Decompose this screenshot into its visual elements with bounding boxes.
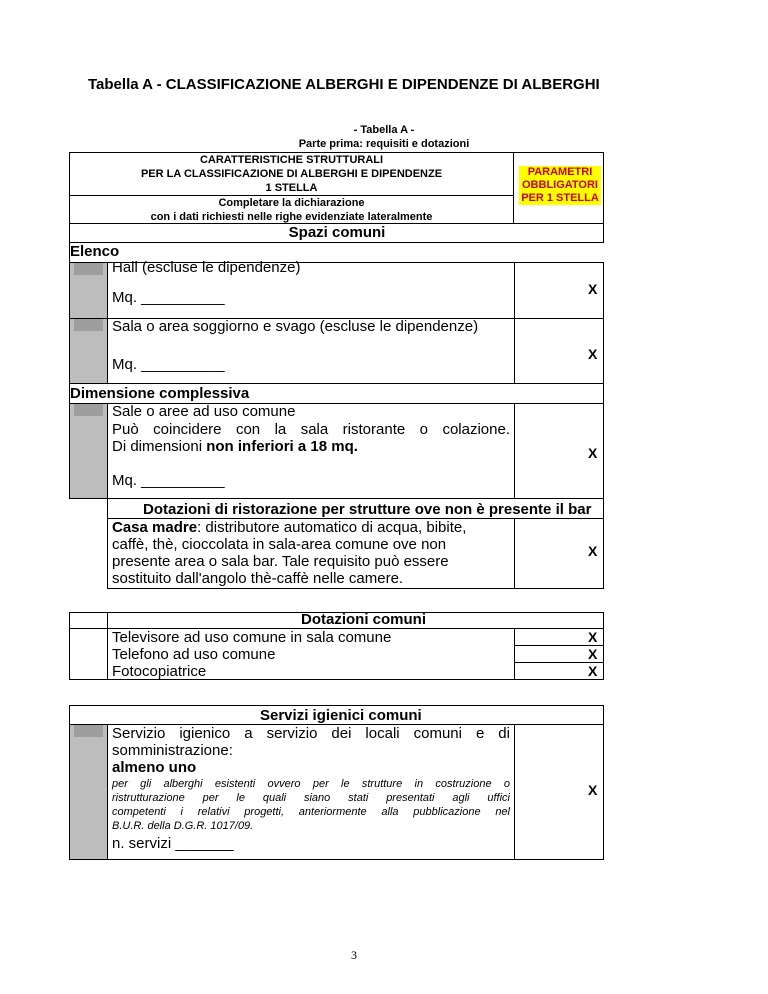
servizi-line3: almeno uno [112,759,197,776]
section-spazi-comuni: Spazi comuni [288,224,386,241]
servizi-note: ristrutturazione per le quali siano stati presentati agli uffici [112,792,510,804]
ristorazione-line4: sostituito dall'angolo thè-caffè nelle camere. [112,570,404,587]
sala-mq-field[interactable]: Mq. __________ [112,356,225,373]
hall-label: Hall (escluse le dipendenze) [112,259,301,276]
dimensione-mq-field[interactable]: Mq. __________ [112,472,225,489]
section-dimensione: Dimensione complessiva [70,385,250,402]
header-title: CARATTERISTICHE STRUTTURALI PER LA CLASSIFICAZIONE DI ALBERGHI E DIPENDENZE 1 STELLA [140,154,443,194]
servizi-note: competenti i relativi progetti, anteriormente alla pubblicazione nel [112,806,510,818]
hall-mark: X [588,281,598,297]
servizi-note: B.U.R. della D.G.R. 1017/09. [112,820,254,832]
dimensione-line2: Può coincidere con la sala ristorante o colazione. [112,421,510,438]
section-ristorazione: Dotazioni di ristorazione per strutture ove non è presente il bar [143,501,592,518]
servizi-count-field[interactable]: n. servizi _______ [112,835,234,852]
dotazione-mark: X [588,646,598,662]
ristorazione-line1: Casa madre: distributore automatico di acqua, bibite, [112,519,467,536]
dotazione-item: Televisore ad uso comune in sala comune [112,629,392,646]
servizi-mark: X [588,782,598,798]
ristorazione-mark: X [588,543,598,559]
servizi-line1: Servizio igienico a servizio dei locali comuni e di [112,725,510,742]
ristorazione-line3: presente area o sala bar. Tale requisito può essere [112,553,449,570]
section-servizi: Servizi igienici comuni [260,707,422,724]
section-elenco: Elenco [70,243,120,260]
dotazione-item: Telefono ad uso comune [112,646,276,663]
dotazione-mark: X [588,663,598,679]
hall-mq-field[interactable]: Mq. __________ [112,289,225,306]
dimensione-line3: Di dimensioni non inferiori a 18 mq. [112,438,358,455]
header-instructions: Completare la dichiarazione con i dati richiesti nelle righe evidenziate lateralmente [150,197,433,223]
page-title: Tabella A - CLASSIFICAZIONE ALBERGHI E DIPENDENZE DI ALBERGHI [88,76,600,93]
dotazione-mark: X [588,629,598,645]
servizi-line2: somministrazione: [112,742,233,759]
parametri-header: PARAMETRI OBBLIGATORI PER 1 STELLA [519,166,601,205]
subtitle-parte: Parte prima: requisiti e dotazioni [298,138,470,150]
sala-label: Sala o area soggiorno e svago (escluse le dipendenze) [112,318,479,335]
dimensione-line1: Sale o aree ad uso comune [112,403,296,420]
ristorazione-line2: caffè, thè, cioccolata in sala-area comune ove non [112,536,447,553]
servizi-note: per gli alberghi esistenti ovvero per le strutture in costruzione o [112,778,510,790]
section-dotazioni: Dotazioni comuni [301,611,426,628]
subtitle-tabella: - Tabella A - [353,124,415,136]
dimensione-mark: X [588,445,598,461]
sala-mark: X [588,346,598,362]
page-number: 3 [351,948,357,962]
dotazione-item: Fotocopiatrice [112,663,207,680]
